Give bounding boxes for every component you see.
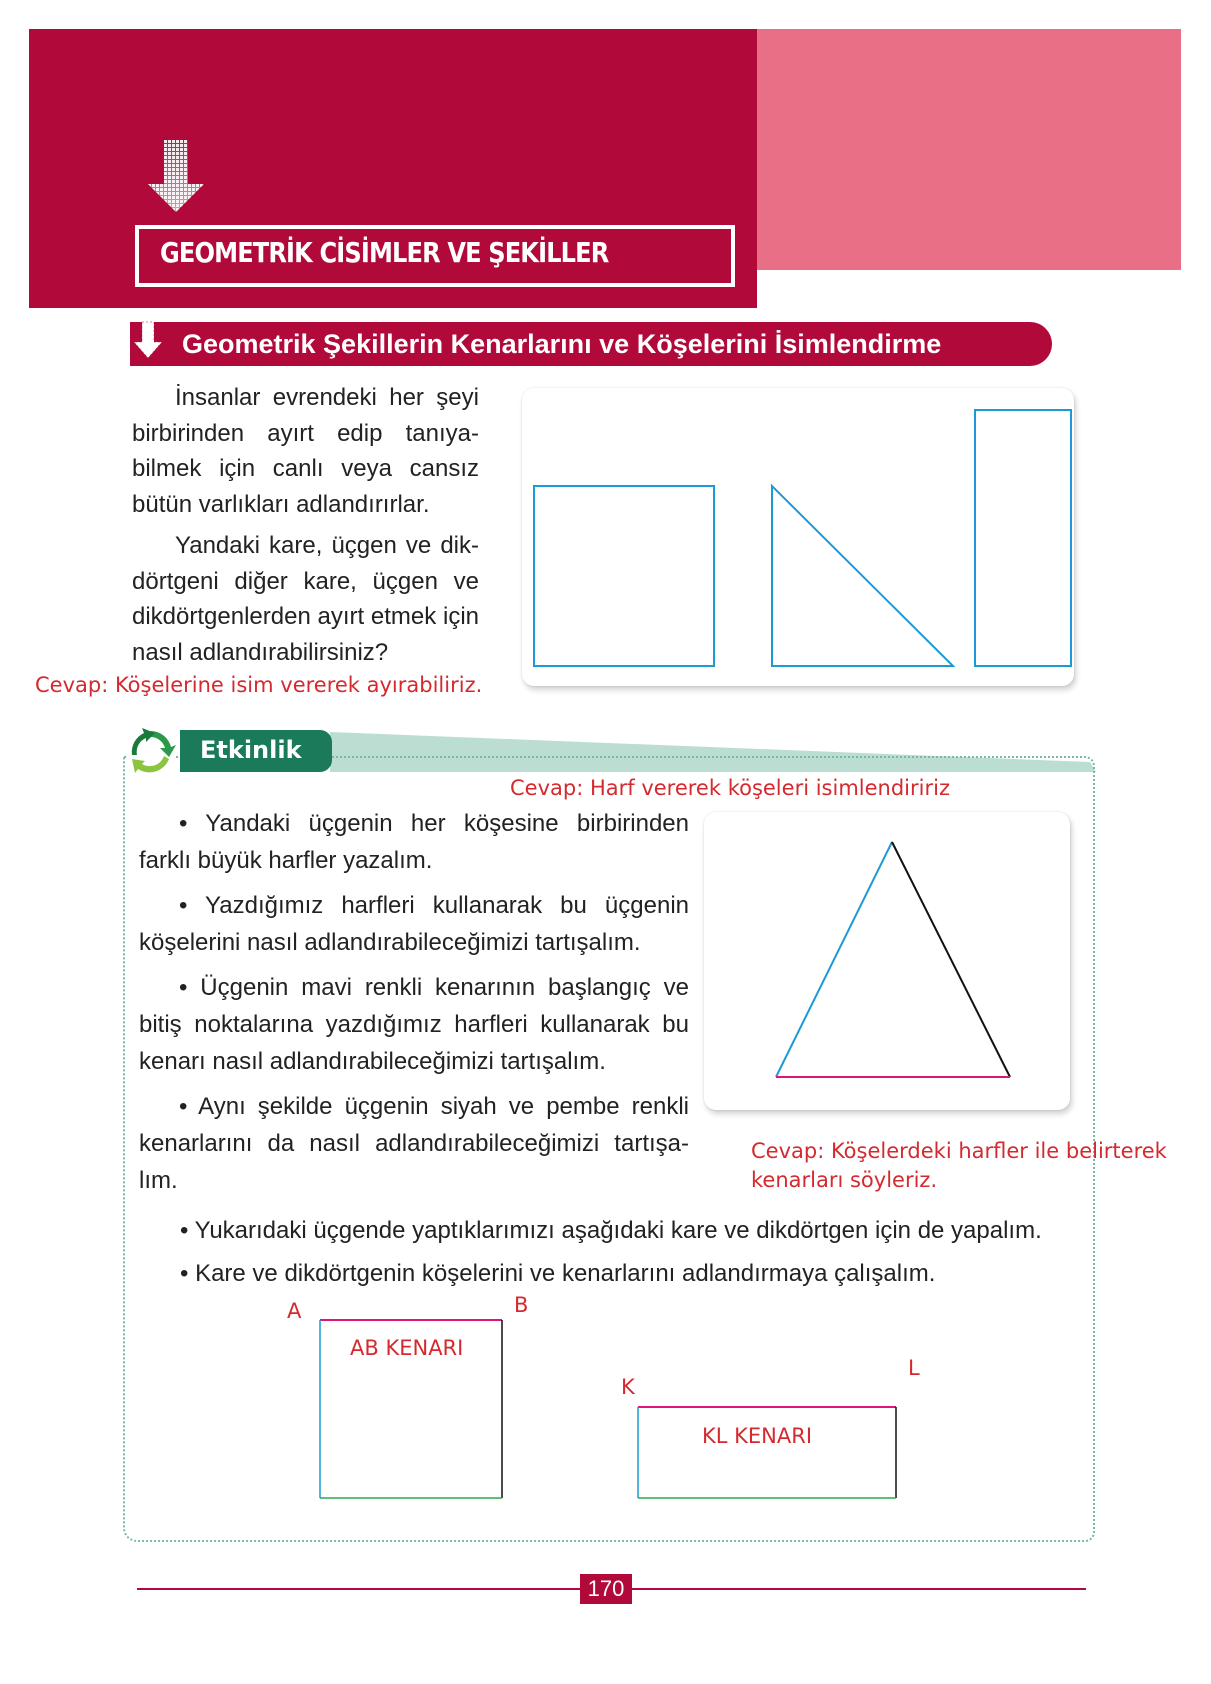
page-number: 170 [580, 1574, 632, 1604]
corner-label: A [287, 1299, 302, 1323]
answer-text: Cevap: Köşelerine isim vererek ayırabiliriz. [35, 673, 483, 697]
edge-label: AB KENARI [350, 1336, 464, 1360]
corner-label: B [514, 1293, 529, 1317]
page-title: GEOMETRİK CİSİMLER VE ŞEKİLLER [160, 236, 609, 269]
full-bullets [180, 1209, 1042, 1295]
answer-text: Cevap: Harf vererek köşeleri isimlendiririz [510, 776, 950, 800]
corner-label: K [621, 1375, 635, 1399]
black-edge [892, 842, 1010, 1077]
intro-paragraph: İnsanlar evrendeki her şeyi birbirinden ayırt edip tanıya- bilmek için canlı veya cansız bütün varlıkları adlandırırlar. [132, 384, 479, 518]
down-arrow-icon [148, 140, 204, 212]
bullet-item: • Yukarıdaki üçgende yaptıklarımızı aşağıdaki kare ve dikdörtgen için de yapalım. [180, 1217, 1042, 1244]
recycle-icon [124, 725, 178, 779]
answer-line: Cevap: Köşelerdeki harfler ile belirterek [751, 1139, 1167, 1163]
footer-rule [632, 1588, 1086, 1590]
rectangle-shape [975, 410, 1071, 666]
bullet-item: • Aynı şekilde üçgenin siyah ve pembe renkli kenarlarını da nasıl adlandırabileceğimizi tartışa- lım. [139, 1093, 689, 1194]
blue-edge [776, 842, 892, 1077]
bullet-item: • Yazdığımız harfleri kullanarak bu üçgenin köşelerini nasıl adlandırabileceğimizi tartışalım. [139, 892, 689, 956]
square-shape [534, 486, 714, 666]
answer-line: kenarları söyleriz. [751, 1168, 938, 1192]
header-band-accent [757, 29, 1181, 270]
answer-text-block [751, 1137, 1167, 1195]
shapes-figure [522, 388, 1074, 686]
bullet-item: • Üçgenin mavi renkli kenarının başlangıç ve bitiş noktalarına yazdığımız harfleri kullanarak bu kenarı nasıl adlandırabileceğimizi tartışalım. [139, 974, 689, 1075]
bullet-item: • Yandaki üçgenin her köşesine birbirinden farklı büyük harfler yazalım. [139, 810, 689, 874]
section-title: Geometrik Şekillerin Kenarlarını ve Köşelerini İsimlendirme [182, 329, 942, 359]
triangle-figure [704, 812, 1070, 1110]
corner-label: L [908, 1356, 920, 1380]
triangle-shape [772, 486, 953, 666]
down-arrow-icon [133, 320, 163, 360]
activity-title: Etkinlik [200, 736, 302, 764]
bullet-item: • Kare ve dikdörtgenin köşelerini ve kenarlarını adlandırmaya çalışalım. [180, 1260, 936, 1287]
footer-rule [137, 1588, 580, 1590]
edge-label: KL KENARI [702, 1424, 813, 1448]
question-paragraph: Yandaki kare, üçgen ve dik- dörtgeni diğer kare, üçgen ve dikdörtgenlerden ayırt etmek için nasıl adlandırabilirsiniz? [132, 532, 479, 666]
activity-bullets [139, 805, 689, 1199]
